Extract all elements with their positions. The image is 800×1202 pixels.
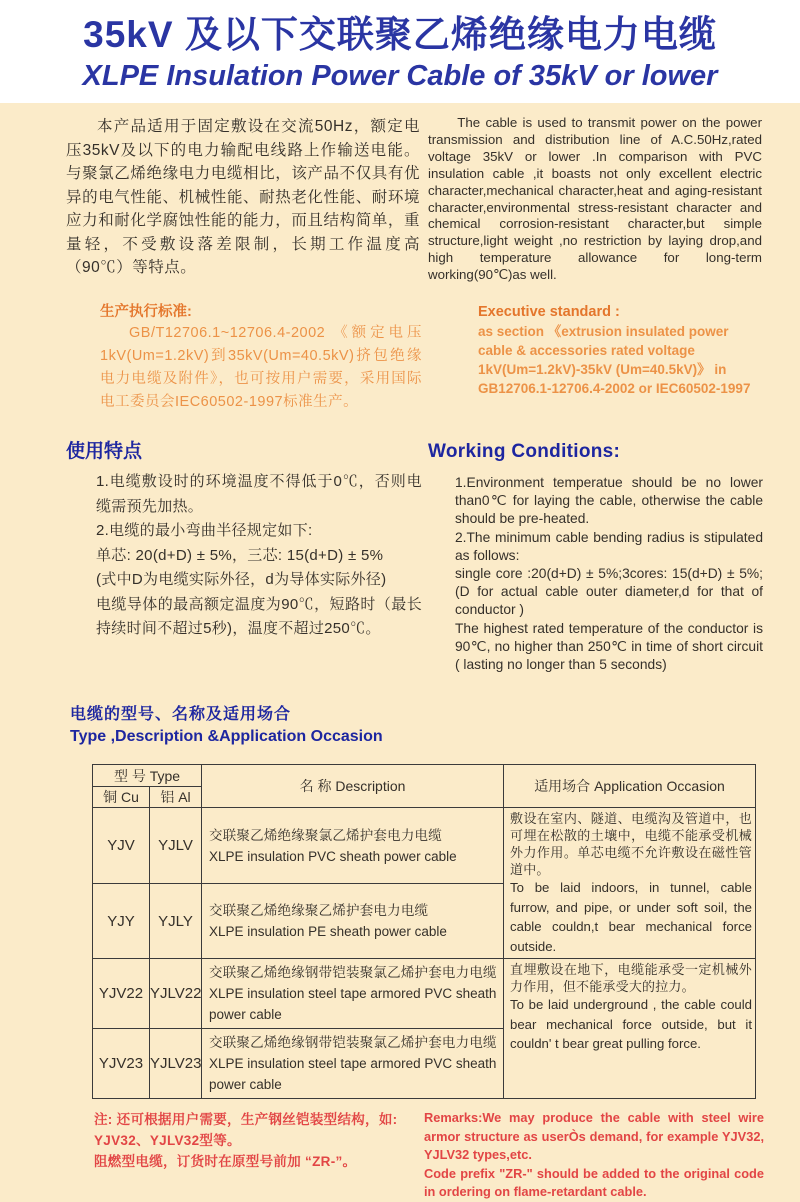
features-zh-heading: 使用特点 — [66, 441, 143, 463]
feature-line: 电缆导体的最高额定温度为90℃，短路时（最长持续时间不超过5秒)，温度不超过250℃。 — [96, 595, 422, 638]
working-conditions-heading: Working Conditions: — [428, 441, 621, 463]
notes-zh-block — [94, 1109, 424, 1202]
feature-line: (式中D为电缆实际外径，d为导体实际外径) — [96, 571, 387, 589]
page-title-en: XLPE Insulation Power Cable of 35kV or lower — [82, 60, 718, 92]
header-copper: 铜 Cu — [93, 787, 150, 808]
application-zh: 直埋敷设在地下，电缆能承受一定机械外力作用，但不能承受大的拉力。 — [510, 962, 753, 995]
code-cu: YJV — [93, 808, 150, 884]
header-description: 名 称 Description — [202, 765, 504, 808]
description-en: XLPE insulation steel tape armored PVC sheath power cable — [209, 986, 497, 1023]
standards-section — [0, 302, 800, 414]
condition-line: The highest rated temperature of the conductor is 90℃, no higher than 250℃ in time of short circuit ( lasting no longer than 5 seconds) — [455, 620, 763, 673]
condition-line: single core :20(d+D) ± 5%;3cores: 15(d+D) ± 5%; (D for actual cable outer diameter,d for that of conductor ) — [455, 566, 763, 618]
application-cell — [504, 959, 756, 1099]
standard-en-body: as section 《extrusion insulated power cable & accessories rated voltage 1kV(Um=1.2kV)-35kV (Um=40.5kV)》 in GB12706.1-12706.4-2002 or IEC60502-1997 — [478, 324, 751, 397]
code-cu: YJV22 — [93, 959, 150, 1029]
working-conditions-block — [428, 440, 762, 674]
page-title-zh: 35kV 及以下交联聚乙烯绝缘电力电缆 — [83, 14, 717, 55]
table-row — [93, 808, 756, 884]
application-en: To be laid indoors, in tunnel, cable furrow, and pipe, or under soft soil, the cable couldn,t bear mechanical force outside. — [510, 880, 753, 954]
type-heading-en: Type ,Description &Application Occasion — [70, 728, 383, 746]
page-body — [0, 103, 800, 1202]
description-en: XLPE insulation steel tape armored PVC sheath power cable — [209, 1056, 497, 1093]
intro-paragraph-zh: 本产品适用于固定敷设在交流50Hz，额定电压35kV及以下的电力输配电线路上作输送电能。与聚氯乙烯绝缘电力电缆相比，该产品不仅具有优异的电气性能、机械性能、耐热老化性能、耐环境应力和耐化学腐蚀性能的能力，而且结构简单，重量轻，不受敷设落差限制，长期工作温度高（90℃）等特点。 — [66, 118, 420, 276]
standard-zh-block — [66, 302, 420, 414]
standard-en-block — [428, 302, 762, 414]
application-cell — [504, 808, 756, 959]
condition-line: 1.Environment temperatue should be no lower than0℃ for laying the cable, otherwise the cable should be pre-heated. — [455, 475, 763, 527]
application-en: To be laid underground , the cable could bear mechanical force outside, but it couldn' t bear great pulling force. — [510, 997, 753, 1052]
remark-line: Remarks:We may produce the cable with steel wire armor structure as userÒs demand, for example YJV32, YJLV32 types,etc. — [424, 1110, 764, 1163]
code-al: YJLV22 — [150, 959, 202, 1029]
feature-line: 单芯: 20(d+D) ± 5%，三芯: 15(d+D) ± 5% — [96, 546, 384, 564]
description-zh: 交联聚乙烯绝缘钢带铠装聚氯乙烯护套电力电缆 — [209, 965, 497, 981]
header-aluminium: 铝 Al — [150, 787, 202, 808]
type-section-heading — [70, 704, 800, 748]
code-cu: YJY — [93, 883, 150, 959]
features-zh-block — [66, 440, 420, 674]
standard-zh-title: 生产执行标准: — [100, 304, 192, 321]
header-type: 型 号 Type — [93, 765, 202, 787]
working-conditions-list — [455, 474, 763, 674]
description-en: XLPE insulation PVC sheath power cable — [209, 848, 457, 864]
page-header — [0, 0, 800, 103]
table-header — [93, 765, 756, 808]
standard-zh-body: GB/T12706.1~12706.4-2002 《额定电压1kV(Um=1.2kV)到35kV(Um=40.5kV)挤包绝缘电力电缆及附件》，也可按用户需要，采用国际电工委员会IEC60502-1997标准生产。 — [100, 325, 422, 411]
code-cu: YJV23 — [93, 1029, 150, 1099]
note-line: 阻燃型电缆，订货时在原型号前加 “ZR-”。 — [94, 1154, 357, 1170]
notes-section — [0, 1109, 800, 1202]
cable-type-table — [92, 764, 756, 1099]
description-cell — [202, 1029, 504, 1099]
standard-en-title: Executive standard : — [478, 304, 620, 321]
features-section — [0, 440, 800, 674]
feature-line: 2.电缆的最小弯曲半径规定如下: — [96, 522, 313, 540]
description-cell — [202, 883, 504, 959]
remark-line: Code prefix "ZR-" should be added to the original code in ordering on flame-retardant cable. — [424, 1165, 764, 1200]
type-heading-zh: 电缆的型号、名称及适用场合 — [70, 706, 292, 724]
intro-section — [0, 115, 800, 284]
intro-paragraph-en: The cable is used to transmit power on the power transmission and distribution line of A.C.50Hz,rated voltage 35kV or lower .In comparison with PVC insulation cable ,it boasts not only excellent electric character,mechanical character,heat and aging-resistant character,environmental stress-resistant character and chemical corrosion-resistant character,but simple structure,light weight ,no restriction by laying drop,and high temperature allowance for long-term working(90℃)as well. — [428, 115, 762, 283]
feature-line: 1.电缆敷设时的环境温度不得低于0℃，否则电缆需预先加热。 — [96, 473, 422, 515]
header-application: 适用场合 Application Occasion — [504, 765, 756, 808]
notes-en-block — [424, 1109, 764, 1202]
features-zh-list — [96, 470, 422, 642]
code-al: YJLY — [150, 883, 202, 959]
description-zh: 交联聚乙烯绝缘聚氯乙烯护套电力电缆 — [209, 827, 442, 843]
note-line: 注: 还可根据用户需要，生产钢丝铠装型结构，如: YJV32、YJLV32型等。 — [94, 1112, 398, 1149]
description-cell — [202, 959, 504, 1029]
description-cell — [202, 808, 504, 884]
description-en: XLPE insulation PE sheath power cable — [209, 924, 447, 940]
code-al: YJLV23 — [150, 1029, 202, 1099]
description-zh: 交联聚乙烯绝缘聚乙烯护套电力电缆 — [209, 903, 429, 919]
condition-line: 2.The minimum cable bending radius is stipulated as follows: — [455, 529, 763, 563]
code-al: YJLV — [150, 808, 202, 884]
description-zh: 交联聚乙烯绝缘钢带铠装聚氯乙烯护套电力电缆 — [209, 1035, 497, 1051]
application-zh: 敷设在室内、隧道、电缆沟及管道中，也可埋在松散的土壤中，电缆不能承受机械外力作用。单芯电缆不允许敷设在磁性管道中。 — [510, 811, 753, 878]
table-row — [93, 959, 756, 1029]
